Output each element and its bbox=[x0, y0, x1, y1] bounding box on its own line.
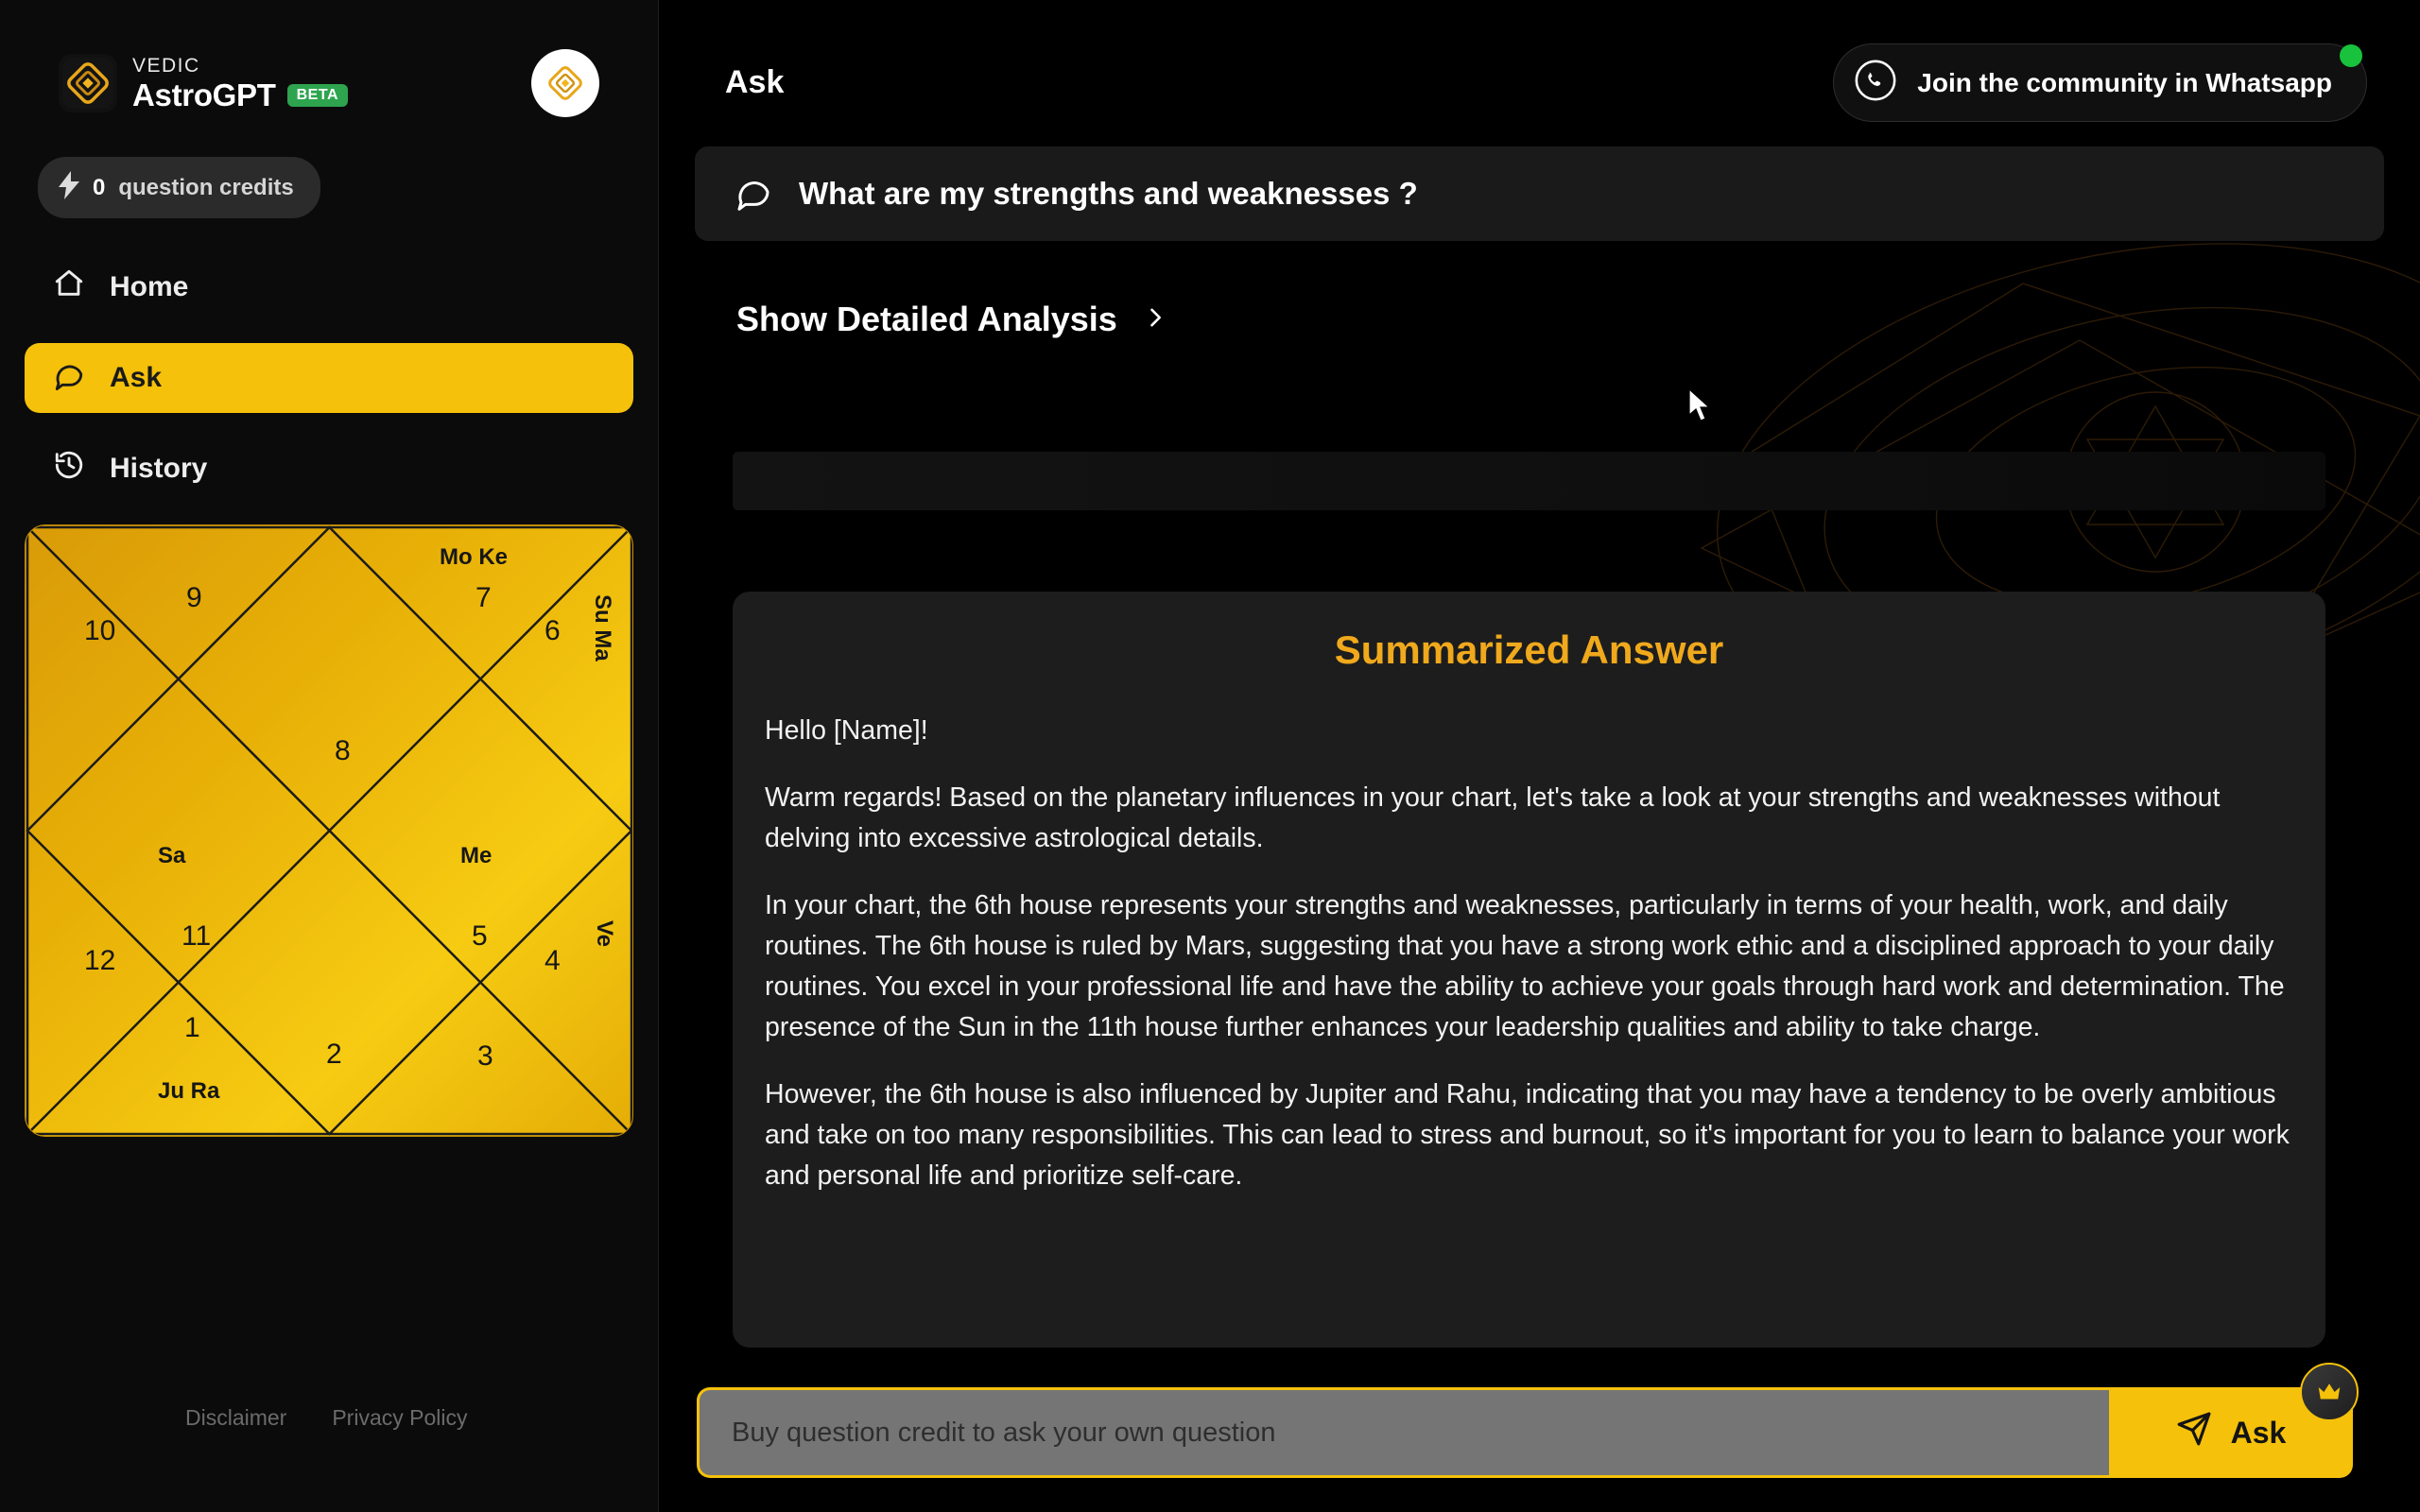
sidebar bbox=[0, 0, 659, 1512]
history-clock-icon bbox=[53, 449, 85, 489]
answer-paragraph-3: In your chart, the 6th house represents your strengths and weaknesses, particularly in terms of your health, work, and daily routines. The 6th house is ruled by Mars, suggesting that you have a strong work ethic and a disciplined approach to your daily routines. You excel in your professional life and have the ability to achieve your goals through hard work and determination. The presence of the Sun in the 11th house further enhances your leadership qualities and ability to take charge. bbox=[765, 890, 2285, 1043]
main-content bbox=[659, 0, 2420, 1512]
sidebar-nav bbox=[0, 252, 658, 504]
summarized-answer-card bbox=[733, 592, 2325, 1348]
disclaimer-link[interactable]: Disclaimer bbox=[185, 1405, 287, 1430]
answer-paragraph-2: Warm regards! Based on the planetary influences in your chart, let's take a look at your strengths and weaknesses without delving into excessive astrological details. bbox=[765, 782, 2221, 854]
house-number-9: 9 bbox=[186, 582, 202, 613]
credits-label: question credits bbox=[118, 174, 294, 200]
question-composer bbox=[697, 1387, 2353, 1478]
ask-button-label: Ask bbox=[2230, 1415, 2287, 1450]
home-icon bbox=[53, 267, 85, 307]
house-number-3: 3 bbox=[477, 1040, 493, 1072]
show-detailed-analysis-button[interactable] bbox=[736, 300, 1168, 339]
house-number-10: 10 bbox=[84, 615, 116, 646]
send-paper-plane-icon bbox=[2176, 1411, 2212, 1454]
privacy-policy-link[interactable]: Privacy Policy bbox=[332, 1405, 468, 1430]
answer-paragraph-1: Hello [Name]! bbox=[765, 715, 928, 746]
join-whatsapp-label: Join the community in Whatsapp bbox=[1917, 67, 2332, 97]
current-question-bar bbox=[695, 146, 2384, 241]
show-detailed-analysis-label: Show Detailed Analysis bbox=[736, 300, 1117, 338]
sidebar-item-history[interactable] bbox=[25, 434, 633, 504]
planets-right-mid: Me bbox=[460, 843, 493, 868]
answer-paragraph-4: However, the 6th house is also influenced by Jupiter and Rahu, indicating that you may have a tendency to be overly ambitious and take on too many responsibilities. This can lead to stress and burnout, so it's important for you to learn to balance your work and personal life and prioritize self-care. bbox=[765, 1079, 2290, 1192]
brand-name-label: AstroGPT bbox=[132, 77, 276, 112]
mouse-cursor bbox=[1689, 389, 1716, 430]
house-number-1: 1 bbox=[184, 1012, 200, 1043]
brand[interactable] bbox=[59, 54, 348, 112]
planets-bottom-left: Ju Ra bbox=[158, 1078, 220, 1104]
lightning-bolt-icon bbox=[59, 171, 79, 204]
online-status-dot bbox=[2340, 44, 2362, 67]
astro-diamond-icon bbox=[59, 54, 117, 112]
credits-count: 0 bbox=[93, 174, 106, 200]
answer-body bbox=[761, 711, 2297, 1196]
page-title: Ask bbox=[725, 64, 785, 100]
sidebar-item-label-home: Home bbox=[110, 271, 189, 302]
beta-badge: BETA bbox=[287, 84, 348, 107]
planets-left-mid: Sa bbox=[158, 843, 186, 868]
planets-right-upper: Su Ma bbox=[590, 594, 615, 662]
house-number-7: 7 bbox=[475, 582, 492, 613]
birth-chart-card[interactable] bbox=[25, 524, 633, 1137]
house-number-6: 6 bbox=[544, 615, 561, 646]
chevron-right-icon bbox=[1142, 301, 1168, 338]
house-number-2: 2 bbox=[326, 1039, 342, 1070]
brand-row bbox=[0, 0, 658, 117]
sidebar-footer-links bbox=[185, 1405, 468, 1431]
loading-placeholder-bar bbox=[733, 452, 2325, 510]
top-bar bbox=[659, 0, 2420, 122]
profile-avatar-icon[interactable] bbox=[531, 49, 599, 117]
planets-top-center: Mo Ke bbox=[440, 544, 508, 570]
join-whatsapp-button[interactable] bbox=[1833, 43, 2367, 122]
house-number-11: 11 bbox=[182, 920, 212, 952]
sidebar-item-label-ask: Ask bbox=[110, 362, 163, 393]
brand-vedic-label: VEDIC bbox=[132, 55, 200, 77]
brand-text bbox=[132, 56, 348, 111]
house-number-5: 5 bbox=[472, 920, 488, 952]
sidebar-item-home[interactable] bbox=[25, 252, 633, 322]
question-input[interactable] bbox=[697, 1387, 2109, 1478]
answer-title: Summarized Answer bbox=[1334, 627, 1724, 672]
chat-bubble-icon bbox=[735, 173, 772, 215]
house-number-8: 8 bbox=[335, 735, 351, 766]
sidebar-item-label-history: History bbox=[110, 453, 208, 484]
planets-right-lower: Ve bbox=[592, 920, 617, 948]
sidebar-item-ask[interactable] bbox=[25, 343, 633, 413]
whatsapp-icon bbox=[1855, 60, 1896, 106]
crown-icon[interactable] bbox=[2300, 1363, 2359, 1421]
house-number-12: 12 bbox=[84, 945, 116, 976]
question-text: What are my strengths and weaknesses ? bbox=[799, 176, 1418, 211]
question-credits-pill[interactable] bbox=[38, 157, 320, 218]
chat-bubble-icon bbox=[53, 358, 85, 398]
house-number-4: 4 bbox=[544, 945, 561, 976]
